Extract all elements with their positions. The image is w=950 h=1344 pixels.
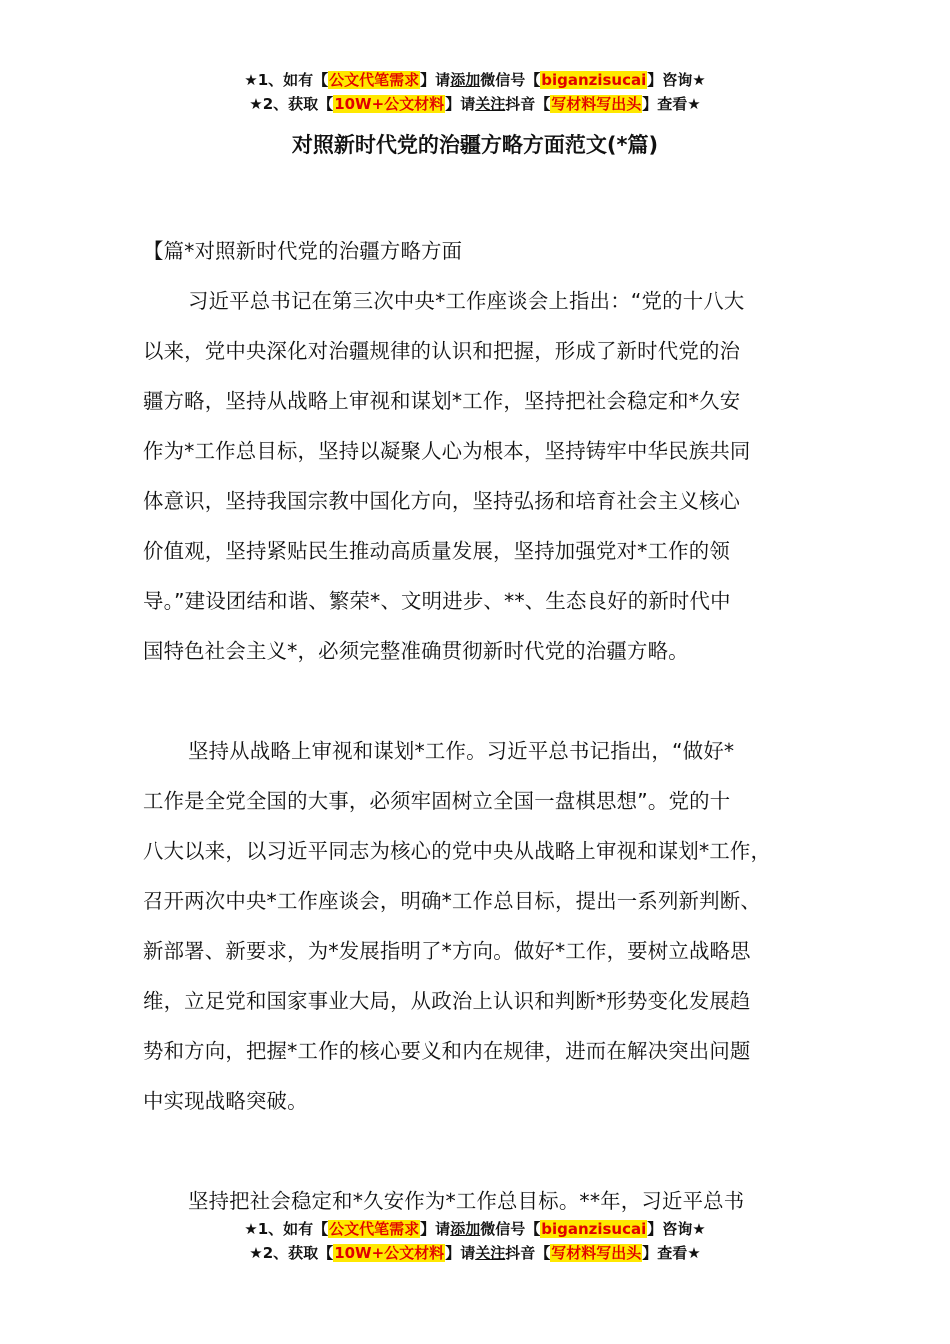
document-body	[143, 226, 833, 1226]
banner-underline: 关注	[475, 95, 506, 113]
banner-text: 】请	[445, 95, 476, 113]
banner-highlight: biganzisucai	[541, 71, 647, 89]
banner-highlight: 10W+公文材料	[334, 95, 445, 113]
document-title: 对照新时代党的治疆方略方面范文(*篇)	[291, 133, 659, 157]
paragraph-line: 疆方略，坚持从战略上审视和谋划*工作，坚持把社会稳定和*久安	[143, 389, 741, 413]
paragraph-2	[143, 726, 833, 1126]
banner-text: ★1、如有【	[244, 1220, 329, 1238]
banner-text: 】查看★	[642, 1244, 701, 1262]
paragraph-line: 导。”建设团结和谐、繁荣*、文明进步、**、生态良好的新时代中	[143, 589, 731, 613]
paragraph-line: 国特色社会主义*，必须完整准确贯彻新时代党的治疆方略。	[143, 639, 689, 663]
paragraph-line: 中实现战略突破。	[143, 1089, 308, 1113]
banner-underline: 关注	[475, 1244, 506, 1262]
paragraph-line: 八大以来，以习近平同志为核心的党中央从战略上审视和谋划*工作，	[143, 839, 772, 863]
banner-line-2	[0, 1242, 950, 1266]
paragraph-line: 坚持把社会稳定和*久安作为*工作总目标。**年，习近平总书	[188, 1189, 745, 1213]
paragraph-line: 作为*工作总目标，坚持以凝聚人心为根本，坚持铸牢中华民族共同	[143, 439, 751, 463]
banner-highlight: 公文代笔需求	[329, 71, 420, 89]
banner-text: ★2、获取【	[249, 95, 334, 113]
banner-line-2	[0, 93, 950, 117]
paragraph-line: 以来，党中央深化对治疆规律的认识和把握，形成了新时代党的治	[143, 339, 741, 363]
paragraph-line: 坚持从战略上审视和谋划*工作。习近平总书记指出，“做好*	[188, 739, 735, 763]
banner-text: 微信号【	[480, 1220, 541, 1238]
banner-highlight: 写材料写出头	[551, 1244, 642, 1262]
banner-underline: 添加	[450, 1220, 481, 1238]
banner-text: 】请	[420, 71, 451, 89]
banner-text: 】请	[420, 1220, 451, 1238]
paragraph-line: 势和方向，把握*工作的核心要义和内在规律，进而在解决突出问题	[143, 1039, 751, 1063]
banner-highlight: biganzisucai	[541, 1220, 647, 1238]
banner-text: 微信号【	[480, 71, 541, 89]
paragraph-line: 习近平总书记在第三次中央*工作座谈会上指出：“党的十八大	[188, 289, 745, 313]
banner-text: 】咨询★	[647, 1220, 706, 1238]
banner-text: ★2、获取【	[249, 1244, 334, 1262]
paragraph-line: 价值观，坚持紧贴民生推动高质量发展，坚持加强党对*工作的领	[143, 539, 730, 563]
section-heading: 【篇*对照新时代党的治疆方略方面	[143, 239, 463, 263]
top-banner	[0, 69, 950, 117]
paragraph-gap	[143, 1126, 833, 1176]
paragraph-line: 召开两次中央*工作座谈会，明确*工作总目标，提出一系列新判断、	[143, 889, 761, 913]
banner-text: 】请	[445, 1244, 476, 1262]
paragraph-line: 工作是全党全国的大事，必须牢固树立全国一盘棋思想”。党的十	[143, 789, 731, 813]
banner-line-1	[0, 69, 950, 93]
banner-highlight: 公文代笔需求	[329, 1220, 420, 1238]
paragraph-line: 新部署、新要求，为*发展指明了*方向。做好*工作，要树立战略思	[143, 939, 751, 963]
banner-text: 抖音【	[505, 95, 551, 113]
banner-text: ★1、如有【	[244, 71, 329, 89]
banner-text: 抖音【	[505, 1244, 551, 1262]
paragraph-gap	[143, 676, 833, 726]
banner-highlight: 写材料写出头	[551, 95, 642, 113]
banner-highlight: 10W+公文材料	[334, 1244, 445, 1262]
paragraph-1	[143, 276, 833, 676]
bottom-banner	[0, 1218, 950, 1266]
banner-text: 】咨询★	[647, 71, 706, 89]
banner-underline: 添加	[450, 71, 481, 89]
paragraph-line: 体意识，坚持我国宗教中国化方向，坚持弘扬和培育社会主义核心	[143, 489, 741, 513]
banner-line-1	[0, 1218, 950, 1242]
banner-text: 】查看★	[642, 95, 701, 113]
paragraph-line: 维，立足党和国家事业大局，从政治上认识和判断*形势变化发展趋	[143, 989, 751, 1013]
